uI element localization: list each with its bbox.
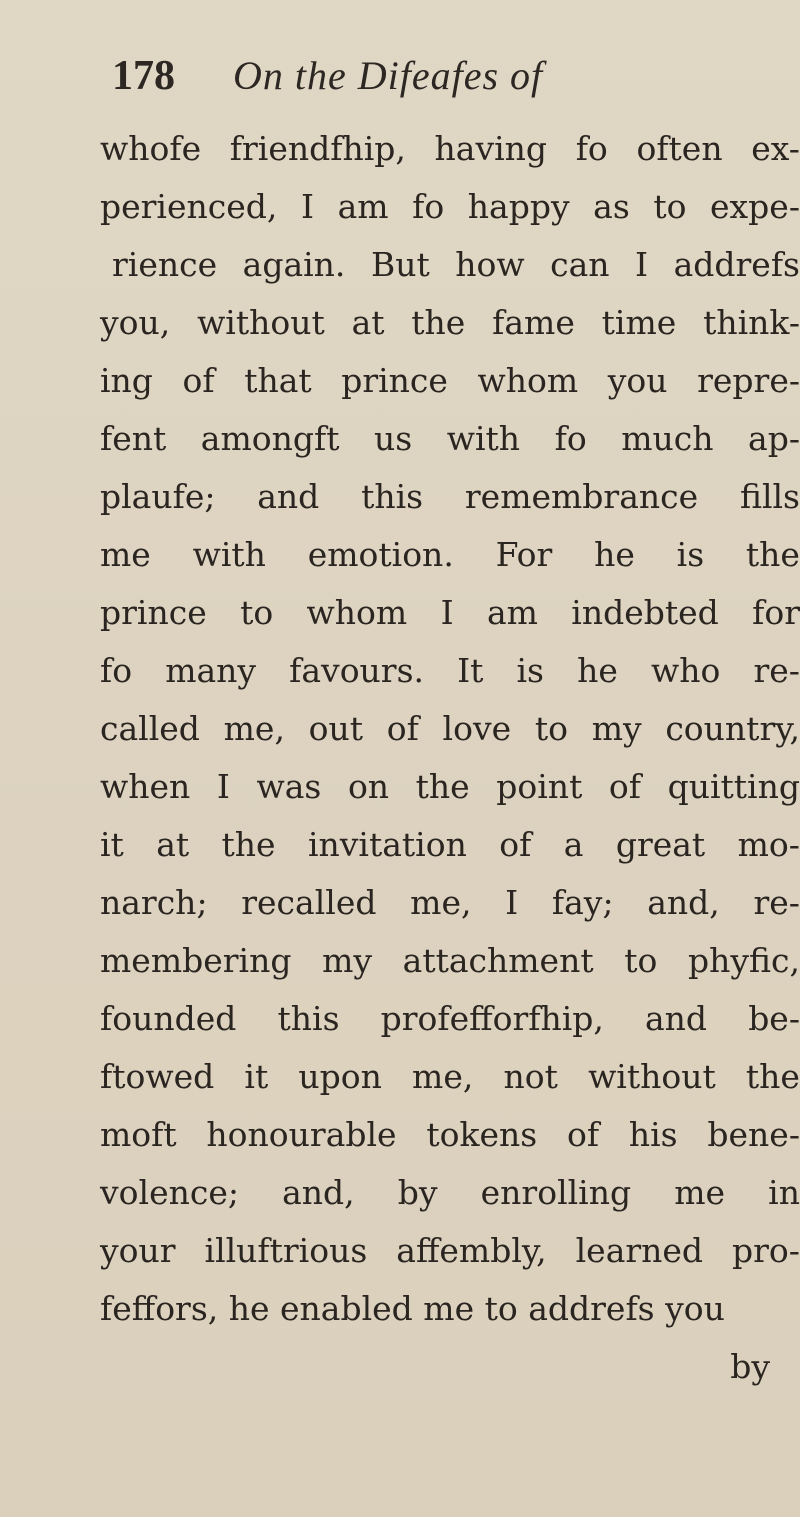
page-number: 178	[112, 53, 175, 99]
text-line: fo many favours. It is he who re-	[100, 651, 800, 690]
catchword: by	[730, 1347, 770, 1386]
text-line: rience again. But how can I addrefs	[112, 245, 800, 284]
running-head: On the Difeafes of	[233, 53, 544, 98]
text-line: ing of that prince whom you repre-	[100, 361, 800, 400]
text-line: plaufe; and this remembrance fills	[100, 477, 800, 516]
text-line: ftowed it upon me, not without the	[100, 1057, 800, 1096]
text-line: when I was on the point of quitting	[100, 767, 800, 806]
text-line: volence; and, by enrolling me in	[100, 1173, 800, 1212]
text-line: founded this profefforfhip, and be-	[100, 999, 800, 1038]
text-line: called me, out of love to my country,	[100, 709, 800, 748]
text-line: moft honourable tokens of his bene-	[100, 1115, 800, 1154]
text-line: it at the invitation of a great mo-	[100, 825, 800, 864]
body-text	[100, 120, 800, 1396]
text-line: you, without at the fame time think-	[100, 303, 800, 342]
text-line: membering my attachment to phyfic,	[100, 941, 800, 980]
text-line: perienced, I am fo happy as to expe-	[100, 187, 800, 226]
text-line: prince to whom I am indebted for	[100, 593, 800, 632]
text-line: fent amongft us with fo much ap-	[100, 419, 800, 458]
text-line: whofe friendfhip, having fo often ex-	[100, 129, 800, 168]
text-line: me with emotion. For he is the	[100, 535, 800, 574]
text-line: feffors, he enabled me to addrefs you	[100, 1289, 725, 1328]
text-line: narch; recalled me, I fay; and, re-	[100, 883, 800, 922]
page-header	[112, 52, 543, 112]
text-line: your illuftrious affembly, learned pro-	[100, 1231, 800, 1270]
